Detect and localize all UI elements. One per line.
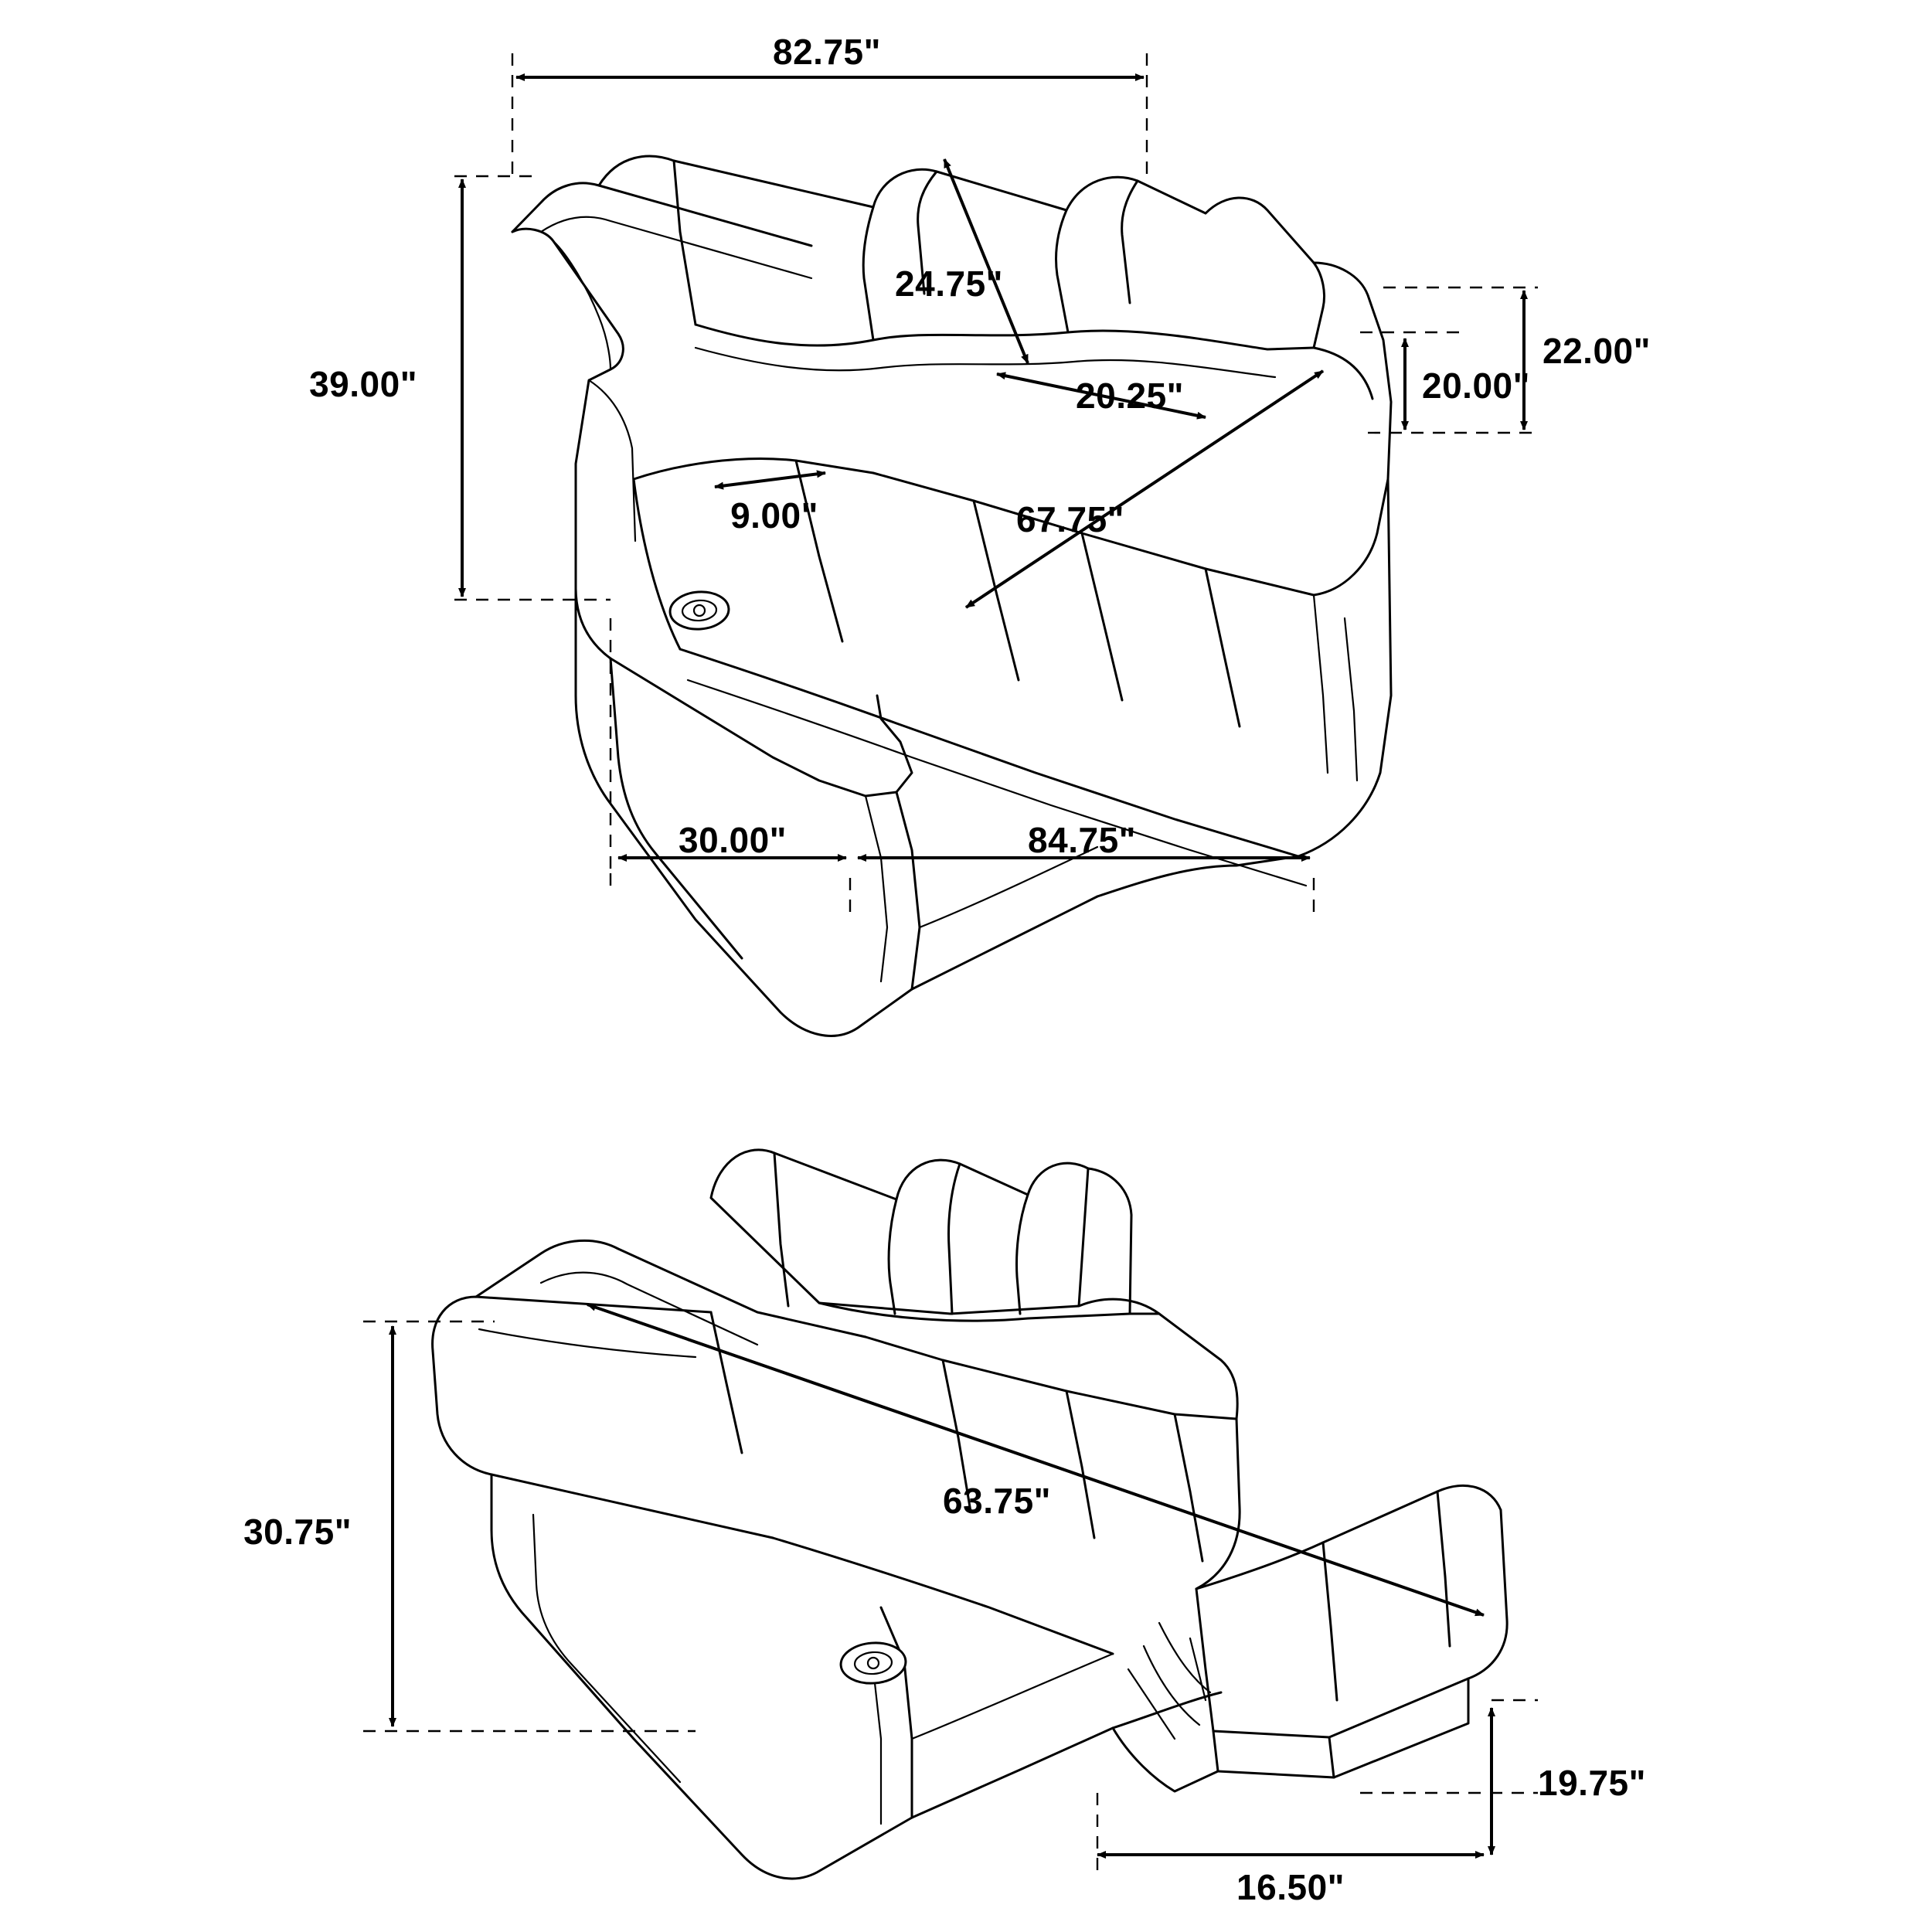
dimension-label-back-cushion-height: 24.75" [895,264,1003,304]
upright-witness-lines [454,48,1538,912]
dimension-label-arm-height-outer: 22.00" [1543,331,1651,371]
dimension-label-seat-to-arm: 9.00" [730,495,818,536]
dimension-label-overall-height: 39.00" [309,364,417,404]
dimension-label-overall-width: 82.75" [773,32,881,72]
dimension-label-seat-width: 67.75" [1016,499,1124,539]
upright-dimension-arrows [462,77,1524,858]
dimension-label-reclined-depth: 63.75" [943,1481,1051,1521]
dimension-label-seat-depth: 20.25" [1076,376,1184,416]
dimension-label-footprint-length: 84.75" [1028,820,1136,860]
dimension-label-reclined-height: 30.75" [243,1512,352,1552]
dimension-label-depth-closed: 30.00" [679,820,787,860]
dimension-label-footrest-extension: 16.50" [1236,1867,1345,1907]
dimension-label-arm-height-inner: 20.00" [1422,366,1530,406]
dimension-label-footrest-height: 19.75" [1538,1763,1646,1803]
